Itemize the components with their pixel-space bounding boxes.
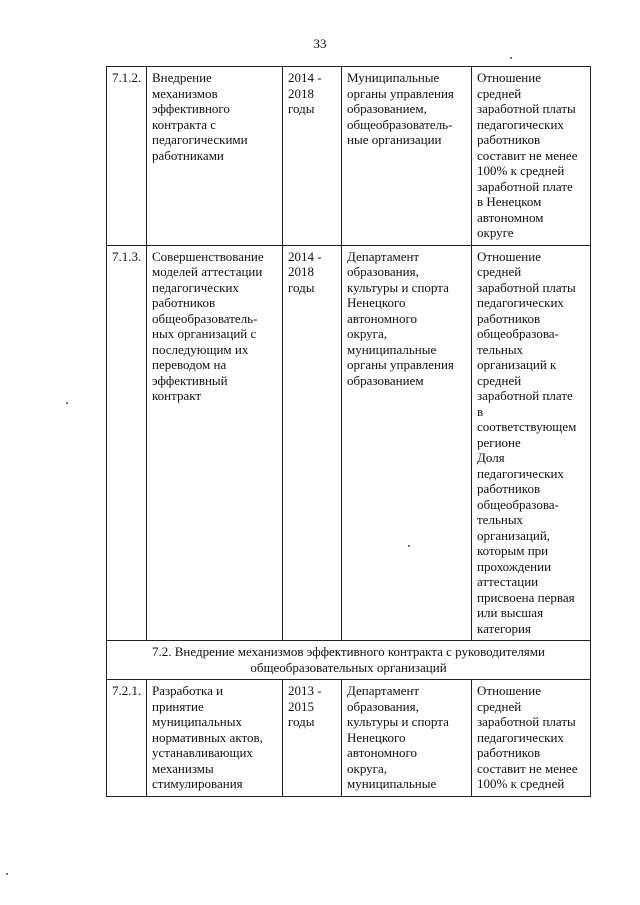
text-line: 2013 -: [288, 683, 322, 698]
text-line: общеобразова-: [477, 326, 559, 341]
text-line: средней: [477, 372, 522, 388]
text-line: в: [477, 403, 484, 419]
text-line: округе: [477, 225, 514, 240]
responsible-cell: [342, 680, 472, 797]
text-line: которым при: [477, 543, 549, 558]
text-line: Внедрение: [152, 70, 212, 85]
text-line: соответствующем: [477, 419, 577, 434]
text-line: Департамент: [347, 248, 420, 264]
text-line: переводом на: [152, 357, 227, 372]
text-line: педагогических: [477, 729, 564, 745]
text-line: тельных: [477, 341, 524, 357]
text-line: Ненецкого: [347, 729, 406, 745]
text-line: Совершенствование: [152, 248, 264, 264]
text-line: культуры и спорта: [347, 279, 449, 295]
text-line: работников: [477, 310, 541, 326]
text-line: округа,: [347, 326, 387, 341]
text-line: Ненецкого: [347, 295, 406, 310]
item-number: 7.1.2.: [112, 70, 142, 85]
text-line: 2018: [288, 264, 314, 279]
text-line: категория: [477, 620, 531, 636]
period-cell: [283, 245, 342, 641]
text-line: средней: [477, 698, 522, 714]
text-line: механизмов: [152, 85, 218, 101]
text-line: Отношение: [477, 248, 541, 264]
text-line: педагогических: [477, 116, 564, 132]
text-line: образования,: [347, 264, 419, 279]
section-header-row: [107, 641, 591, 680]
text-line: в Ненецком: [477, 194, 542, 209]
text-line: органы управления: [347, 357, 454, 372]
table-row: [107, 67, 591, 246]
activity-cell: [147, 67, 283, 246]
text-line: общеобразователь-: [347, 116, 453, 132]
section-heading: [107, 641, 591, 680]
text-line: 2018: [288, 85, 314, 101]
text-line: образования,: [347, 698, 419, 714]
text-line: регионе: [477, 434, 521, 450]
scan-speck: [510, 57, 512, 59]
text-line: организаций к: [477, 357, 557, 372]
text-line: Отношение: [477, 70, 541, 85]
item-number: 7.2.1.: [112, 683, 142, 698]
indicator-cell: [472, 680, 591, 797]
text-line: принятие: [152, 698, 204, 714]
text-line: ных организаций с: [152, 326, 257, 341]
table-row: [107, 245, 591, 641]
indicator-cell: [472, 67, 591, 246]
scan-speck: [66, 402, 68, 404]
text-line: организаций,: [477, 527, 551, 543]
text-line: эффективного: [152, 101, 230, 116]
responsible-cell: [342, 67, 472, 246]
text-line: средней: [477, 264, 522, 279]
text-line: 100% к средней: [477, 776, 565, 791]
text-line: заработной плате: [477, 388, 573, 403]
text-line: Доля: [477, 450, 505, 465]
text-line: прохождении: [477, 558, 552, 574]
text-line: Муниципальные: [347, 70, 440, 85]
text-line: тельных: [477, 512, 524, 527]
activity-cell: [147, 245, 283, 641]
text-line: автономного: [347, 310, 417, 326]
text-line: 100% к средней: [477, 163, 565, 178]
text-line: общеобразовательных организаций: [250, 659, 447, 675]
text-line: 2014 -: [288, 70, 322, 85]
period-cell: [283, 680, 342, 797]
text-line: педагогических: [477, 295, 564, 310]
text-line: Отношение: [477, 683, 541, 698]
text-line: работников: [477, 745, 541, 760]
text-line: педагогических: [152, 279, 239, 295]
text-line: культуры и спорта: [347, 714, 449, 729]
text-line: Департамент: [347, 683, 420, 698]
item-number-cell: [107, 245, 147, 641]
text-line: последующим их: [152, 341, 249, 357]
text-line: образованием: [347, 372, 424, 388]
page-number: 33: [313, 36, 327, 51]
item-number-cell: [107, 67, 147, 246]
text-line: контракта с: [152, 116, 216, 132]
text-line: работников: [477, 132, 541, 147]
text-line: заработной платы: [477, 714, 576, 729]
text-line: педагогическими: [152, 132, 248, 147]
text-line: заработной платы: [477, 101, 576, 116]
text-line: составит не менее: [477, 760, 578, 776]
text-line: годы: [288, 101, 315, 116]
text-line: общеобразова-: [477, 496, 559, 512]
text-line: заработной платы: [477, 279, 576, 295]
text-line: образованием,: [347, 101, 427, 116]
text-line: аттестации: [477, 574, 539, 589]
text-line: механизмы: [152, 760, 214, 776]
plan-table: [106, 66, 591, 797]
text-line: годы: [288, 714, 315, 729]
text-line: моделей аттестации: [152, 264, 263, 279]
text-line: присвоена первая: [477, 589, 575, 605]
text-line: годы: [288, 279, 315, 295]
text-line: работников: [477, 481, 541, 496]
text-line: нормативных актов,: [152, 729, 263, 745]
text-line: 7.2. Внедрение механизмов эффективного контракта с руководителями: [152, 644, 545, 659]
scan-speck: [6, 873, 8, 875]
text-line: стимулирования: [152, 776, 243, 791]
responsible-cell: [342, 245, 472, 641]
text-line: муниципальных: [152, 714, 243, 729]
table-row: [107, 680, 591, 797]
text-line: 2015: [288, 698, 314, 714]
text-line: педагогических: [477, 465, 564, 481]
text-line: работников: [152, 295, 216, 310]
text-line: муниципальные: [347, 776, 437, 791]
text-line: органы управления: [347, 85, 454, 101]
text-line: 2014 -: [288, 248, 322, 264]
text-line: заработной плате: [477, 178, 573, 194]
activity-cell: [147, 680, 283, 797]
period-cell: [283, 67, 342, 246]
item-number: 7.1.3.: [112, 248, 142, 264]
text-line: ные организации: [347, 132, 442, 147]
text-line: автономного: [347, 745, 417, 760]
text-line: автономном: [477, 209, 544, 225]
text-line: округа,: [347, 760, 387, 776]
text-line: контракт: [152, 388, 202, 403]
text-line: муниципальные: [347, 341, 437, 357]
text-line: устанавливающих: [152, 745, 253, 760]
item-number-cell: [107, 680, 147, 797]
text-line: средней: [477, 85, 522, 101]
text-line: Разработка и: [152, 683, 224, 698]
indicator-cell: [472, 245, 591, 641]
text-line: или высшая: [477, 605, 544, 620]
text-line: эффективный: [152, 372, 228, 388]
text-line: составит не менее: [477, 147, 578, 163]
text-line: общеобразователь-: [152, 310, 258, 326]
text-line: работниками: [152, 147, 224, 163]
